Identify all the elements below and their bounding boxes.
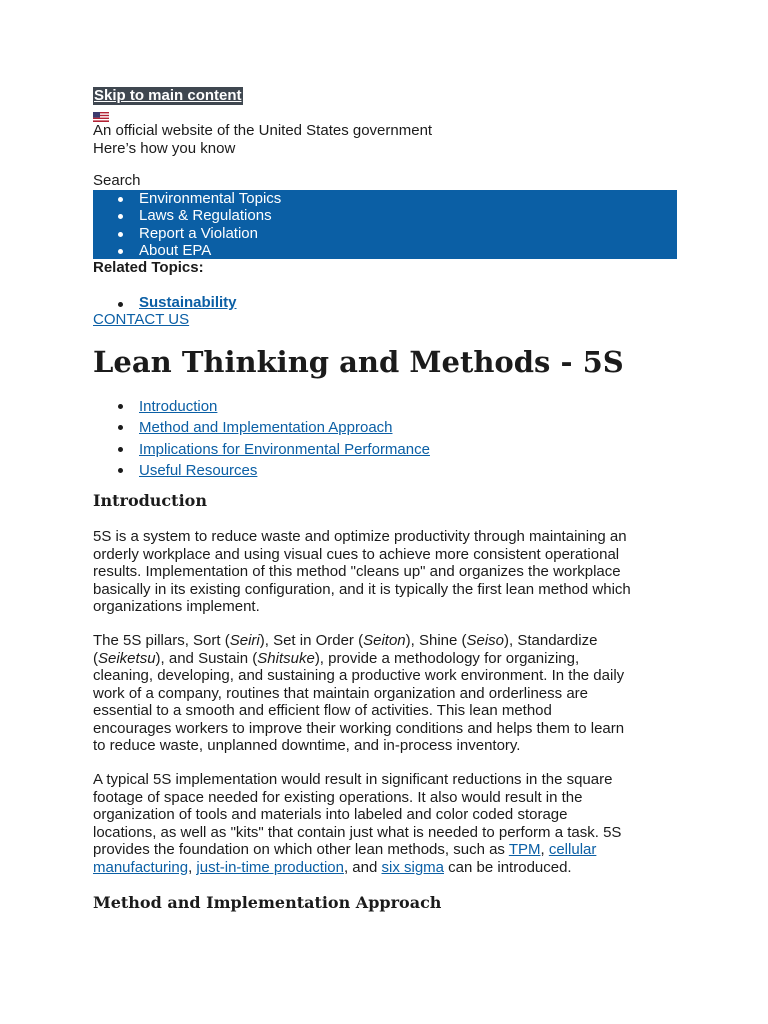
- paragraph-line: encourages workers to improve their working conditions and helps them to learn: [93, 719, 625, 737]
- skip-to-main-content-link[interactable]: Skip to main content: [94, 87, 242, 104]
- just-in-time-production-link[interactable]: just-in-time production: [196, 858, 344, 876]
- toc-link-implications[interactable]: Implications for Environmental Performance: [139, 440, 430, 458]
- paragraph-line: manufacturing, just-in-time production, and six sigma can be introduced.: [93, 858, 572, 876]
- six-sigma-link[interactable]: six sigma: [381, 858, 445, 876]
- related-topics-list: [93, 294, 237, 312]
- term-seiso: Seiso: [466, 632, 505, 649]
- us-flag-icon: [93, 112, 109, 122]
- nav-item-report-violation[interactable]: Report a Violation: [93, 225, 677, 242]
- toc-item: [93, 396, 430, 417]
- paragraph-line: The 5S pillars, Sort (Seiri), Set in Order (Seiton), Shine (Seiso), Standardize: [93, 632, 598, 649]
- paragraph-line: work of a company, routines that maintain organization and orderliness are: [93, 684, 588, 702]
- related-topics-heading: Related Topics:: [93, 259, 204, 276]
- nav-item-about-epa[interactable]: About EPA: [93, 242, 677, 259]
- intro-paragraph-3: [93, 771, 678, 876]
- paragraph-line: essential to a smooth and efficient flow of activities. This lean method: [93, 702, 552, 719]
- paragraph-line: footage of space needed for existing operations. It also would result in the: [93, 788, 583, 806]
- nav-item-environmental-topics[interactable]: Environmental Topics: [93, 190, 677, 207]
- intro-paragraph-1: [93, 528, 678, 616]
- sustainability-link[interactable]: Sustainability: [139, 294, 237, 311]
- paragraph-line: provides the foundation on which other lean methods, such as TPM, cellular: [93, 841, 597, 858]
- how-you-know-toggle[interactable]: Here’s how you know: [93, 140, 236, 157]
- paragraph-line: 5S is a system to reduce waste and optimize productivity through maintaining an: [93, 528, 627, 545]
- paragraph-line: locations, as well as "kits" that contain just what is needed to perform a task. 5S: [93, 823, 622, 841]
- introduction-heading: Introduction: [93, 491, 207, 510]
- toc-link-resources[interactable]: Useful Resources: [139, 462, 258, 480]
- page-title: Lean Thinking and Methods - 5S: [93, 345, 624, 379]
- nav-item-laws-regulations[interactable]: Laws & Regulations: [93, 207, 677, 224]
- main-navigation: [93, 190, 677, 259]
- toc-item: [93, 417, 430, 438]
- paragraph-line: to reduce waste, unplanned downtime, and in-process inventory.: [93, 737, 521, 754]
- term-seiri: Seiri: [229, 632, 260, 649]
- cellular-manufacturing-link[interactable]: manufacturing: [93, 858, 189, 876]
- official-website-text: An official website of the United States government: [93, 122, 433, 139]
- term-seiketsu: Seiketsu: [98, 649, 156, 667]
- table-of-contents: [93, 396, 430, 482]
- paragraph-line: results. Implementation of this method "cleans up" and organizes the workplace: [93, 563, 621, 580]
- toc-item: [93, 460, 430, 481]
- contact-us-link[interactable]: CONTACT US: [93, 311, 190, 328]
- toc-link-method[interactable]: Method and Implementation Approach: [139, 419, 393, 437]
- search-label[interactable]: Search: [93, 172, 141, 189]
- term-seiton: Seiton: [363, 632, 406, 649]
- paragraph-line: basically in its existing configuration, and it is typically the first lean method which: [93, 580, 631, 598]
- paragraph-line: cleaning, developing, and sustaining a productive work environment. In the daily: [93, 667, 625, 684]
- cellular-manufacturing-link[interactable]: cellular: [548, 841, 597, 858]
- paragraph-line: (Seiketsu), and Sustain (Shitsuke), provide a methodology for organizing,: [93, 649, 580, 667]
- paragraph-line: orderly workplace and using visual cues to achieve more consistent operational: [93, 545, 620, 563]
- method-heading: Method and Implementation Approach: [93, 893, 442, 912]
- paragraph-line: organization of tools and materials into labeled and color coded storage: [93, 806, 568, 823]
- paragraph-line: organizations implement.: [93, 598, 260, 615]
- toc-item: [93, 439, 430, 460]
- toc-link-introduction[interactable]: Introduction: [139, 398, 218, 415]
- paragraph-line: A typical 5S implementation would result in significant reductions in the square: [93, 771, 613, 788]
- tpm-link[interactable]: TPM: [508, 841, 541, 858]
- term-shitsuke: Shitsuke: [257, 649, 315, 667]
- intro-paragraph-2: [93, 632, 678, 755]
- related-topic-item: [93, 294, 237, 312]
